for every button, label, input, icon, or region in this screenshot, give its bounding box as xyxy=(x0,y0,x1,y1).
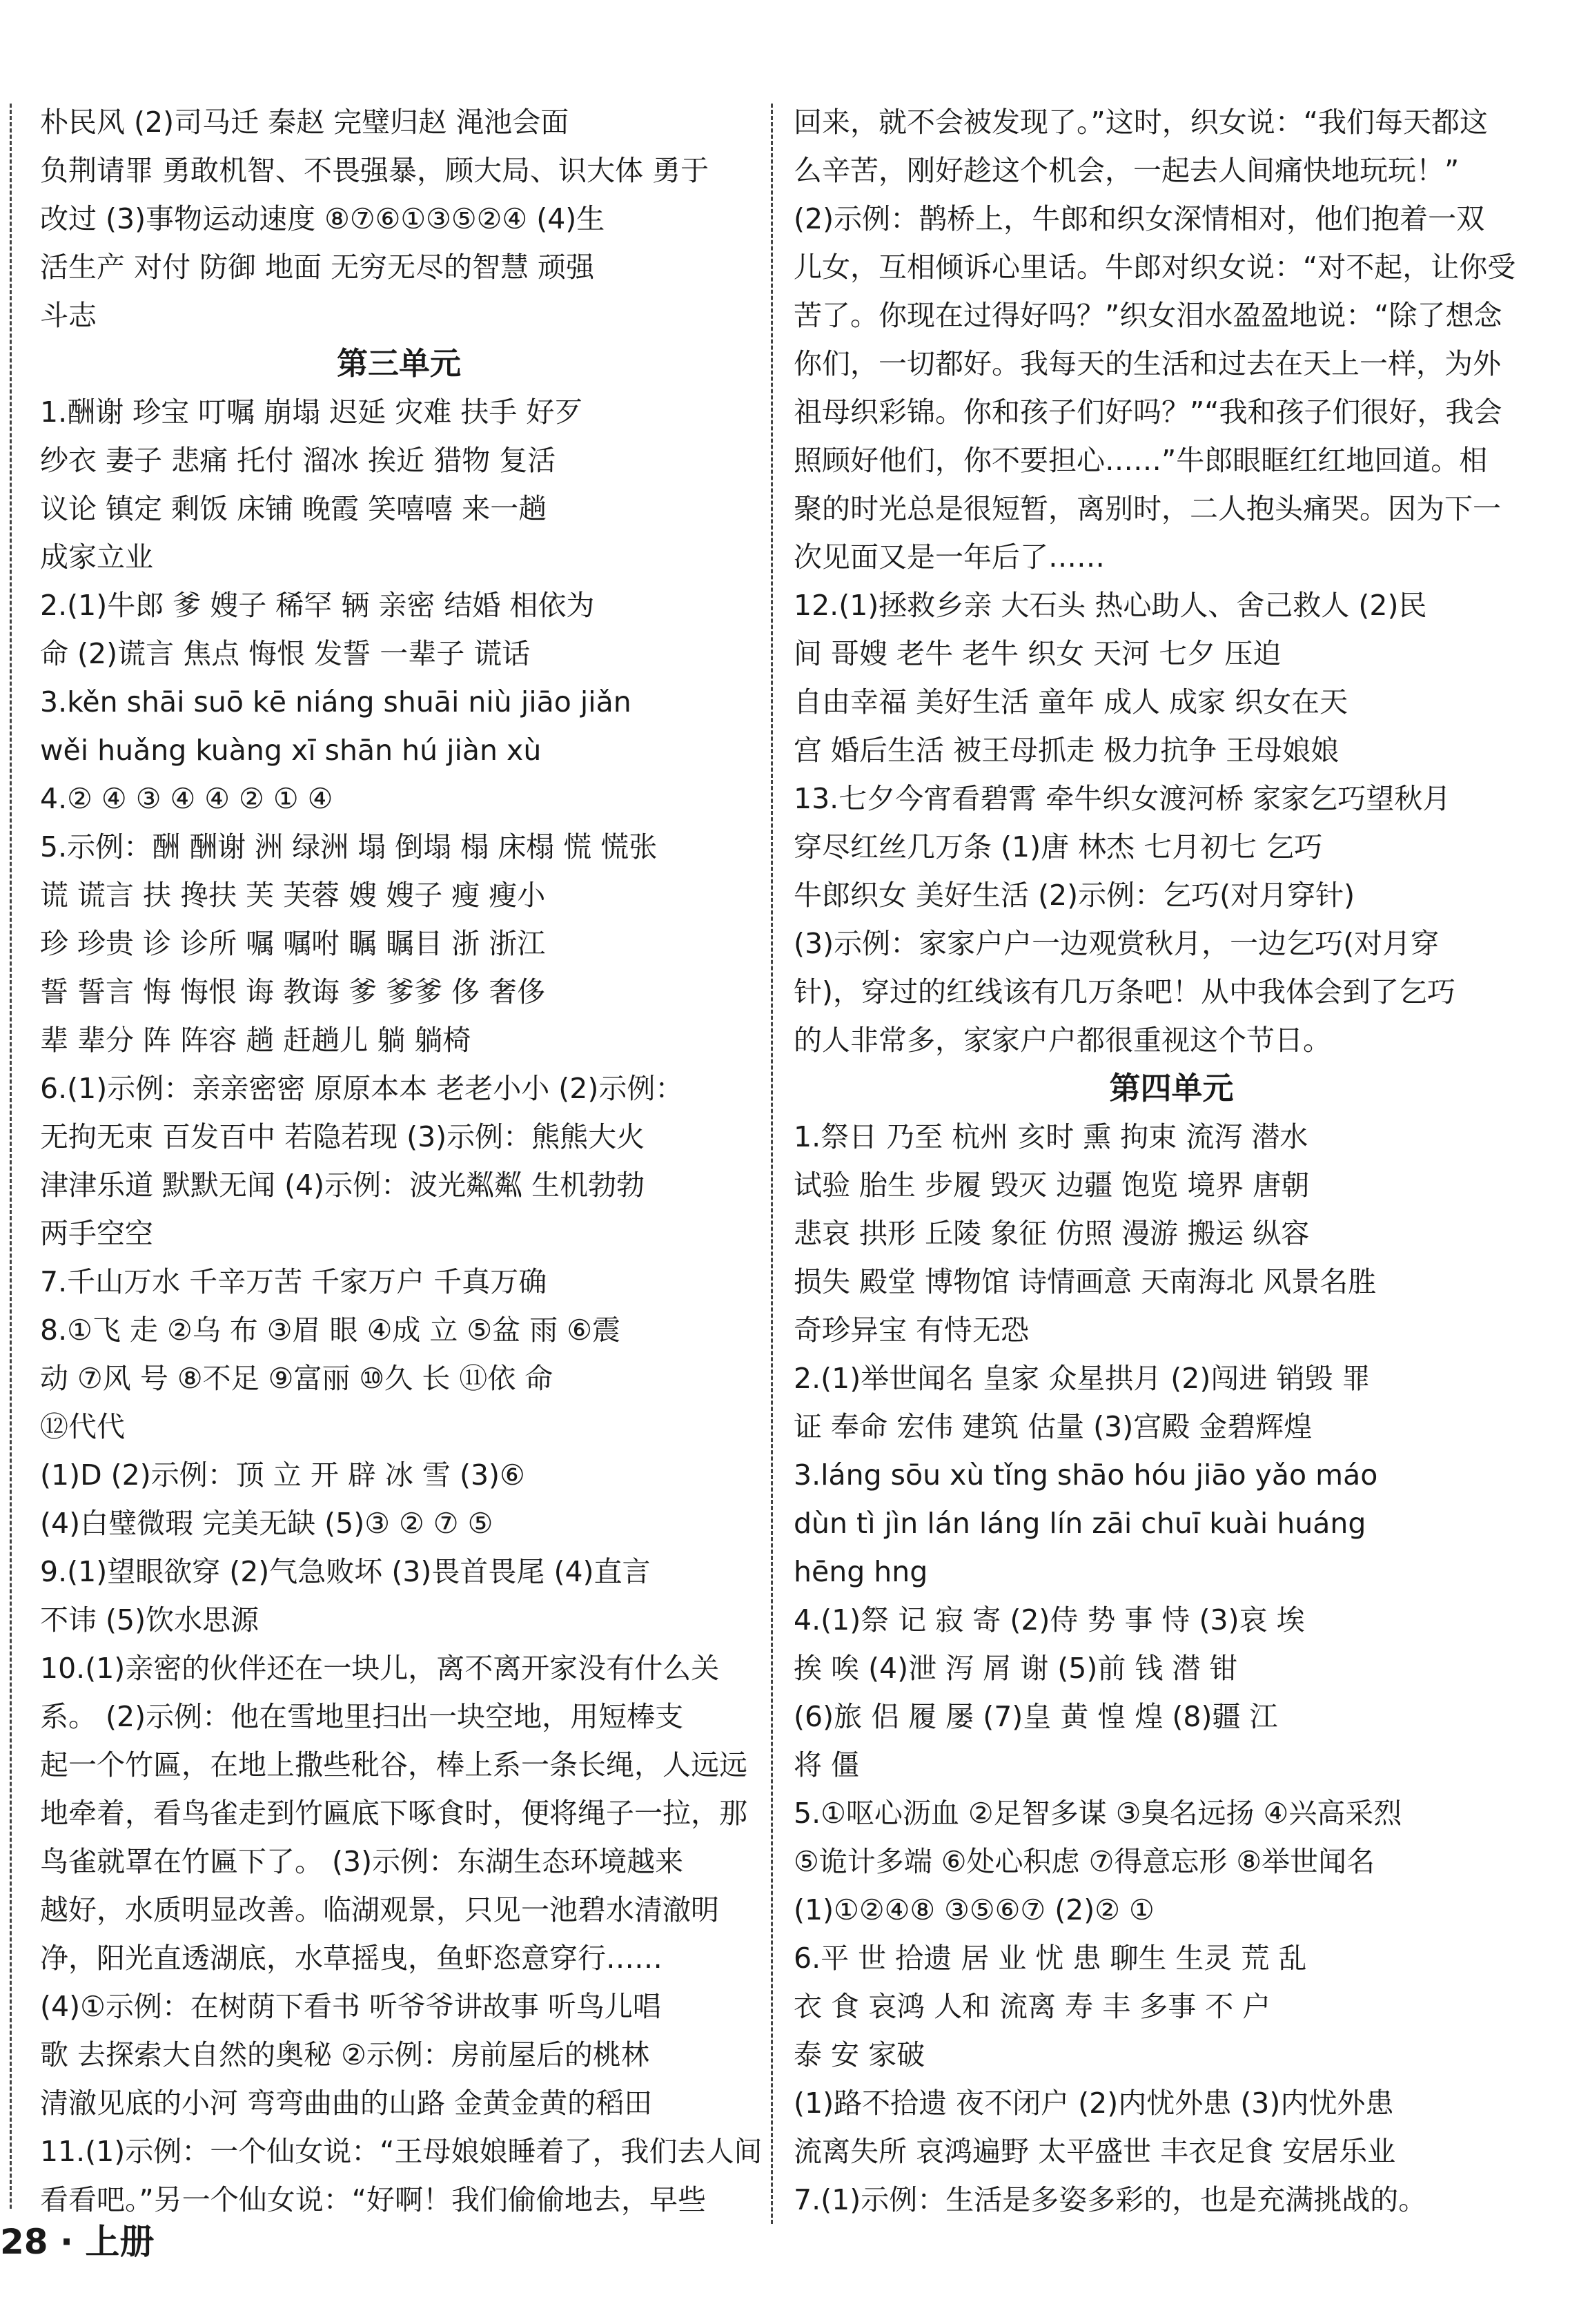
answer-line: 歌 去探索大自然的奥秘 ②示例：房前屋后的桃林 xyxy=(40,2038,649,2071)
section-heading: 第四单元 xyxy=(1109,1070,1234,1106)
answer-line: 津津乐道 默默无闻 (4)示例：波光粼粼 生机勃勃 xyxy=(40,1169,645,1202)
answer-line: 将 僵 xyxy=(794,1748,860,1781)
answer-line: 奇珍异宝 有恃无恐 xyxy=(794,1314,1030,1347)
answer-line: 证 奉命 宏伟 建筑 估量 (3)宫殿 金碧辉煌 xyxy=(794,1410,1313,1443)
answer-line: (1)①②④⑧ ③⑤⑥⑦ (2)② ① xyxy=(794,1893,1155,1926)
answer-line: (4)白璧微瑕 完美无缺 (5)③ ② ⑦ ⑤ xyxy=(40,1507,493,1540)
answer-line: 苦了。你现在过得好吗？”织女泪水盈盈地说：“除了想念 xyxy=(794,299,1502,332)
answer-line: 回来，就不会被发现了。”这时，织女说：“我们每天都这 xyxy=(794,106,1488,139)
answer-line: 穿尽红丝几万条 (1)唐 林杰 七月初七 乞巧 xyxy=(794,830,1323,863)
answer-line: wěi huǎng kuàng xī shān hú jiàn xù xyxy=(40,734,542,767)
answer-line: 无拘无束 百发百中 若隐若现 (3)示例：熊熊大火 xyxy=(40,1120,645,1153)
answer-line: 斗志 xyxy=(40,299,97,332)
answer-line: 议论 镇定 剩饭 床铺 晚霞 笑嘻嘻 来一趟 xyxy=(40,492,547,525)
answer-line: 12.(1)拯救乡亲 大石头 热心助人、舍己救人 (2)民 xyxy=(794,589,1427,622)
answer-line: 系。 (2)示例：他在雪地里扫出一块空地，用短棒支 xyxy=(40,1700,684,1733)
answer-line: 的人非常多，家家户户都很重视这个节日。 xyxy=(794,1024,1331,1057)
answer-line: 珍 珍贵 诊 诊所 嘱 嘱咐 瞩 瞩目 浙 浙江 xyxy=(40,927,546,960)
answer-line: 4.(1)祭 记 寂 寄 (2)侍 势 事 恃 (3)哀 埃 xyxy=(794,1603,1305,1637)
left-column xyxy=(40,98,763,2224)
answer-line: 越好，水质明显改善。临湖观景，只见一池碧水清澈明 xyxy=(40,1893,719,1926)
answer-line: 次见面又是一年后了…… xyxy=(794,540,1105,574)
answer-line: 悲哀 拱形 丘陵 象征 仿照 漫游 搬运 纵容 xyxy=(794,1217,1310,1250)
answer-line: (4)①示例：在树荫下看书 听爷爷讲故事 听鸟儿唱 xyxy=(40,1990,661,2023)
answer-line: 4.② ④ ③ ④ ④ ② ① ④ xyxy=(40,782,333,815)
answer-line: 5.①呕心沥血 ②足智多谋 ③臭名远扬 ④兴高采烈 xyxy=(794,1797,1402,1830)
answer-line: 流离失所 哀鸿遍野 太平盛世 丰衣足食 安居乐业 xyxy=(794,2135,1396,2168)
answer-line: 起一个竹匾，在地上撒些秕谷，棒上系一条长绳，人远远 xyxy=(40,1748,747,1781)
answer-line: 2.(1)举世闻名 皇家 众星拱月 (2)闯进 销毁 罪 xyxy=(794,1362,1371,1395)
answer-line: (2)示例：鹊桥上，牛郎和织女深情相对，他们抱着一双 xyxy=(794,202,1485,235)
answer-line: 誓 誓言 悔 悔恨 诲 教诲 爹 爹爹 侈 奢侈 xyxy=(40,975,546,1008)
answer-line: 衣 食 哀鸿 人和 流离 寿 丰 多事 不 户 xyxy=(794,1990,1271,2023)
answer-line: 改过 (3)事物运动速度 ⑧⑦⑥①③⑤②④ (4)生 xyxy=(40,202,605,235)
answer-line: 6.(1)示例：亲亲密密 原原本本 老老小小 (2)示例： xyxy=(40,1072,684,1105)
answer-line: 10.(1)亲密的伙伴还在一块儿，离不离开家没有什么关 xyxy=(40,1652,720,1685)
answer-line: 谎 谎言 扶 搀扶 芙 芙蓉 嫂 嫂子 瘦 瘦小 xyxy=(40,879,546,912)
answer-line: 1.祭日 乃至 杭州 亥时 熏 拘束 流泻 潜水 xyxy=(794,1120,1308,1153)
answer-line: (3)示例：家家户户一边观赏秋月，一边乞巧(对月穿 xyxy=(794,927,1440,960)
answer-line: 泰 安 家破 xyxy=(794,2038,925,2071)
answer-line: 朴民风 (2)司马迁 秦赵 完璧归赵 渑池会面 xyxy=(40,106,569,139)
answer-line: 宫 婚后生活 被王母抓走 极力抗争 王母娘娘 xyxy=(794,734,1340,767)
answer-line: 9.(1)望眼欲穿 (2)气急败坏 (3)畏首畏尾 (4)直言 xyxy=(40,1555,651,1588)
answer-line: ⑤诡计多端 ⑥处心积虑 ⑦得意忘形 ⑧举世闻名 xyxy=(794,1845,1375,1878)
answer-line: 照顾好他们，你不要担心……”牛郎眼眶红红地回道。相 xyxy=(794,444,1488,477)
answer-line: 活生产 对付 防御 地面 无穷无尽的智慧 顽强 xyxy=(40,251,595,284)
answer-line: 负荆请罪 勇敢机智、不畏强暴，顾大局、识大体 勇于 xyxy=(40,154,709,187)
answer-line: 纱衣 妻子 悲痛 托付 溜冰 挨近 猎物 复活 xyxy=(40,444,556,477)
answer-line: 净，阳光直透湖底，水草摇曳，鱼虾恣意穿行…… xyxy=(40,1942,663,1975)
answer-line: (1)路不拾遗 夜不闭户 (2)内忧外患 (3)内忧外患 xyxy=(794,2087,1394,2120)
answer-line: hēng hng xyxy=(794,1555,928,1588)
answer-line: 13.七夕今宵看碧霄 牵牛织女渡河桥 家家乞巧望秋月 xyxy=(794,782,1451,815)
answer-line: 间 哥嫂 老牛 老牛 织女 天河 七夕 压迫 xyxy=(794,637,1282,670)
left-edge-rule xyxy=(10,104,12,2209)
answer-line: 辈 辈分 阵 阵容 趟 赶趟儿 躺 躺椅 xyxy=(40,1024,471,1057)
answer-line: 3.kěn shāi suō kē niáng shuāi niù jiāo jiǎn xyxy=(40,685,631,719)
answer-line: 两手空空 xyxy=(40,1217,153,1250)
answer-line: 7.千山万水 千辛万苦 千家万户 千真万确 xyxy=(40,1265,547,1298)
answer-line: 8.①飞 走 ②乌 布 ③眉 眼 ④成 立 ⑤盆 雨 ⑥震 xyxy=(40,1314,620,1347)
answer-line: (1)D (2)示例：顶 立 开 辟 冰 雪 (3)⑥ xyxy=(40,1458,525,1492)
answer-line: 试验 胎生 步履 毁灭 边疆 饱览 境界 唐朝 xyxy=(794,1169,1310,1202)
answer-line: 5.示例：酬 酬谢 洲 绿洲 塌 倒塌 榻 床榻 慌 慌张 xyxy=(40,830,658,863)
answer-line: 成家立业 xyxy=(40,540,153,574)
answer-line: 鸟雀就罩在竹匾下了。 (3)示例：东湖生态环境越来 xyxy=(40,1845,684,1878)
answer-line: 清澈见底的小河 弯弯曲曲的山路 金黄金黄的稻田 xyxy=(40,2087,653,2120)
answer-line: 损失 殿堂 博物馆 诗情画意 天南海北 风景名胜 xyxy=(794,1265,1377,1298)
right-column xyxy=(794,98,1549,2224)
answer-line: 7.(1)示例：生活是多姿多彩的，也是充满挑战的。 xyxy=(794,2183,1427,2216)
answer-line: 聚的时光总是很短暂，离别时，二人抱头痛哭。因为下一 xyxy=(794,492,1501,525)
answer-line: 11.(1)示例：一个仙女说：“王母娘娘睡着了，我们去人间 xyxy=(40,2135,763,2168)
answer-line: 针)，穿过的红线该有几万条吧！从中我体会到了乞巧 xyxy=(794,975,1455,1008)
answer-line: 么辛苦，刚好趁这个机会，一起去人间痛快地玩玩！” xyxy=(794,154,1460,187)
answer-line: 2.(1)牛郎 爹 嫂子 稀罕 辆 亲密 结婚 相依为 xyxy=(40,589,595,622)
answer-line: ⑫代代 xyxy=(40,1410,125,1443)
answer-line: 看看吧。”另一个仙女说：“好啊！我们偷偷地去，早些 xyxy=(40,2183,706,2216)
answer-line: 牛郎织女 美好生活 (2)示例：乞巧(对月穿针) xyxy=(794,879,1355,912)
column-divider xyxy=(771,104,773,2224)
answer-line: 你们，一切都好。我每天的生活和过去在天上一样，为外 xyxy=(794,347,1501,380)
page-number: 28 · 上册 xyxy=(0,2222,155,2262)
answer-line: (6)旅 侣 履 屡 (7)皇 黄 惶 煌 (8)疆 江 xyxy=(794,1700,1278,1733)
answer-line: 1.酬谢 珍宝 叮嘱 崩塌 迟延 灾难 扶手 好歹 xyxy=(40,396,583,429)
answer-line: 命 (2)谎言 焦点 悔恨 发誓 一辈子 谎话 xyxy=(40,637,531,670)
answer-line: 不讳 (5)饮水思源 xyxy=(40,1603,259,1637)
answer-line: 儿女，互相倾诉心里话。牛郎对织女说：“对不起，让你受 xyxy=(794,251,1516,284)
section-heading: 第三单元 xyxy=(336,345,461,382)
answer-line: 祖母织彩锦。你和孩子们好吗？”“我和孩子们很好，我会 xyxy=(794,396,1502,429)
answer-line: 动 ⑦风 号 ⑧不足 ⑨富丽 ⑩久 长 ⑪依 命 xyxy=(40,1362,553,1395)
answer-line: 挨 唉 (4)泄 泻 屑 谢 (5)前 钱 潜 钳 xyxy=(794,1652,1238,1685)
answer-line: 6.平 世 拾遗 居 业 忧 患 聊生 生灵 荒 乱 xyxy=(794,1942,1307,1975)
answer-line: 自由幸福 美好生活 童年 成人 成家 织女在天 xyxy=(794,685,1348,719)
answer-line: 地牵着，看鸟雀走到竹匾底下啄食时，便将绳子一拉，那 xyxy=(40,1797,747,1830)
answer-line: dùn tì jìn lán láng lín zāi chuī kuài huáng xyxy=(794,1507,1366,1540)
answer-line: 3.láng sōu xù tǐng shāo hóu jiāo yǎo máo xyxy=(794,1458,1378,1492)
